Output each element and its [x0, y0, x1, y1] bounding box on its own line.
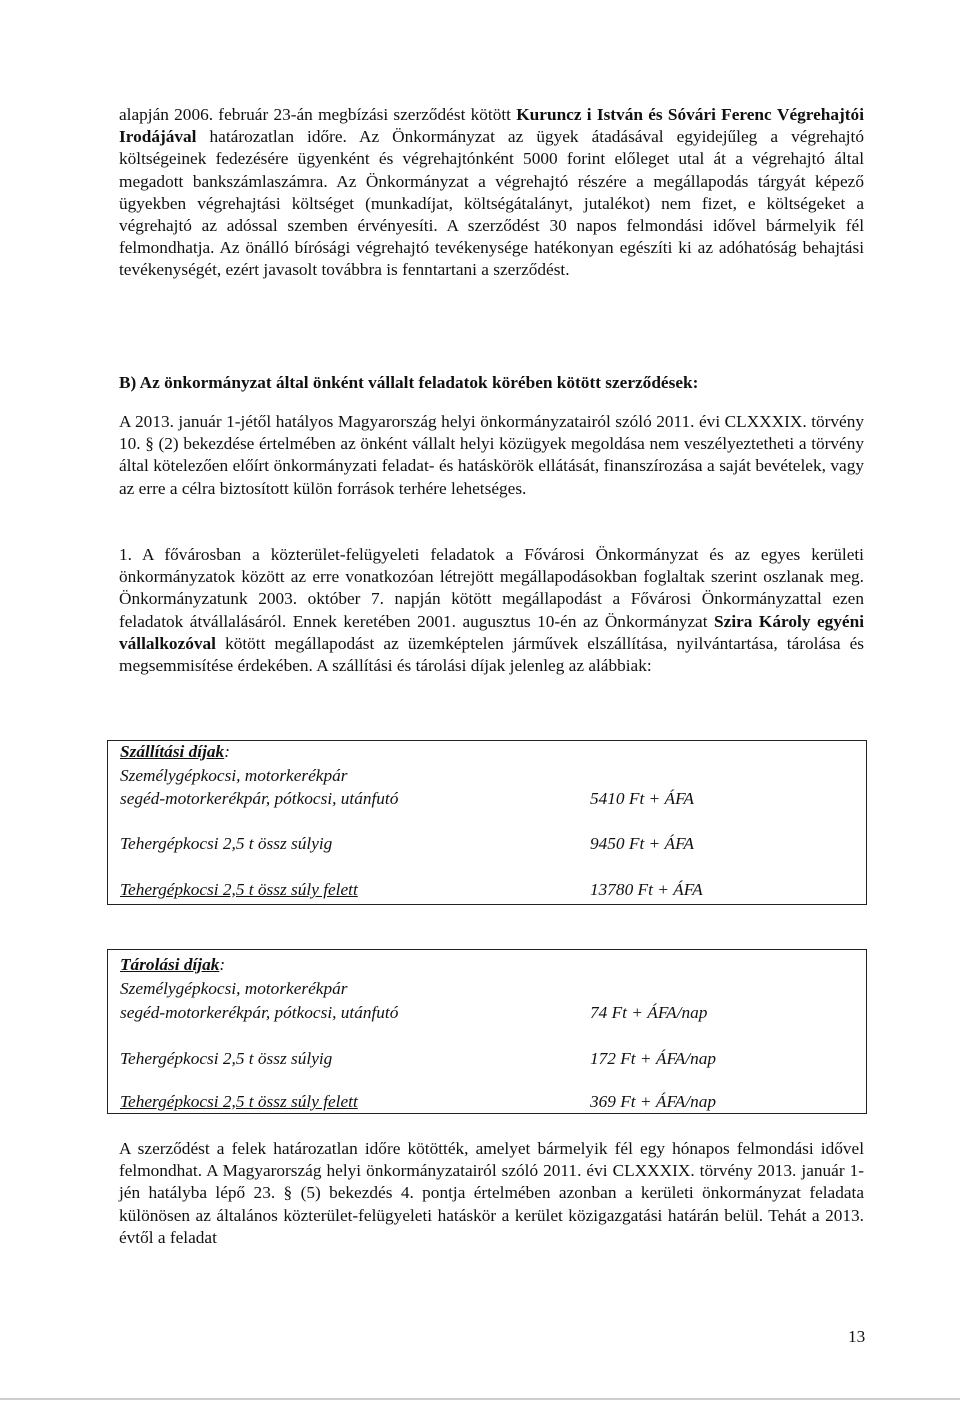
- page-number: 13: [848, 1327, 866, 1346]
- title-text: Szállítási díjak: [120, 742, 225, 761]
- executor-names: Kuruncz i István és Sóvári Ferenc: [516, 105, 772, 124]
- paragraph-closing: A szerződést a felek határozatlan időre kötötték, amelyet bármelyik fél egy hónapos felmondási idővel felmondhat. A Magyarország helyi önkormányzatairól szóló 2011. évi CLXXXIX. törvény 2013. január 1-jén hatályba lépő 23. § (5) bekezdés 4. pontja értelmében azonban a kerületi önkormányzat feladata különösen az általános közterület-felügyeleti hatáskör a kerület közigazgatási határán belül. Tehát a 2013. évtől a feladat: [119, 1139, 864, 1247]
- text: alapján 2006. február 23-án megbízási szerződést kötött: [119, 105, 517, 124]
- fee-label: Tehergépkocsi 2,5 t össz súly felett: [120, 1092, 358, 1111]
- text: határozatlan időre. Az Önkormányzat az ügyek átadásával egyidejűleg a végrehajtó költségeinek fedezésére ügyenként és végrehajtónként 5000 forint előleget utal át a végrehajtó által megadott bankszámlaszámra. Az Önkormányzat a végrehajtó részére a megállapodás tárgyát képező ügyekben végrehajtási költséget (munkadíjat, költségátalányt, jutalékot) nem fizet, e költségeket a végrehajtó az adóssal szemben érvényesíti. A szerződést 30 napos felmondási idővel bármelyik fél felmondhatja. Az önálló bírósági végrehajtó tevékenysége hatékonyan egészíti ki az adóhatóság behajtási tevékenységét, ezért javasolt továbbra is fenntartani a szerződést.: [119, 127, 864, 280]
- contractor-name: Szira Károly egyéni vállalkozóval: [119, 611, 864, 653]
- fee-price: 9450 Ft + ÁFA: [590, 834, 694, 853]
- fee-row: [120, 879, 860, 901]
- paragraph-contract-executors: [119, 104, 864, 282]
- transport-fees-title: [120, 741, 230, 763]
- fee-row: [120, 1048, 860, 1070]
- fee-price: 172 Ft + ÁFA/nap: [590, 1049, 717, 1068]
- executor-office: Végrehajtói Irodájával: [119, 105, 864, 147]
- fee-row: [120, 833, 860, 855]
- colon: :: [219, 955, 226, 974]
- storage-fees-box: [107, 949, 867, 1114]
- fee-label: Tehergépkocsi 2,5 t össz súly felett: [120, 880, 358, 899]
- text: kötött megállapodást az üzemképtelen járművek elszállítása, nyilvántartása, tárolása és megsemmisítése érdekében. A szállítási és tárolási díjak jelenleg az alábbiak:: [119, 633, 864, 676]
- paragraph-voluntary-tasks: A 2013. január 1-jétől hatályos Magyarország helyi önkormányzatairól szóló 2011. évi CLXXXIX. törvény 10. § (2) bekezdése értelmében az önként vállalt helyi közügyek megoldása nem veszélyeztetheti a törvény által kötelezően előírt önkormányzati feladat- és hatáskörök ellátását, finanszírozása a saját bevételek, vagy az erre a célra biztosított külön források terhére lehetséges.: [119, 412, 864, 498]
- scan-edge-line: [0, 1398, 960, 1400]
- fee-row: [120, 1091, 860, 1113]
- fee-label: Személygépkocsi, motorkerékpár: [120, 979, 348, 998]
- fee-row: [120, 978, 347, 1000]
- fee-label: segéd-motorkerékpár, pótkocsi, utánfutó: [120, 789, 399, 808]
- title-text: Tárolási díjak: [120, 955, 220, 974]
- section-b-heading: B) Az önkormányzat által önként vállalt feladatok körében kötött szerződések:: [119, 373, 699, 392]
- fee-price: 5410 Ft + ÁFA: [590, 789, 694, 808]
- fee-label: Személygépkocsi, motorkerékpár: [120, 766, 348, 785]
- fee-label: segéd-motorkerékpár, pótkocsi, utánfutó: [120, 1003, 399, 1022]
- paragraph-item-1: [119, 544, 864, 677]
- fee-label: Tehergépkocsi 2,5 t össz súlyig: [120, 834, 333, 853]
- text: 1. A fővárosban a közterület-felügyeleti feladatok a Fővárosi Önkormányzat és az egyes kerületi önkormányzatok között az erre vonatkozóan létrejött megállapodásokban foglaltak szerint oszlanak meg. Önkormányzatunk 2003. október 7. napján kötött megállapodást a Fővárosi Önkormányzattal ezen feladatok átvállalásáról. Ennek keretében 2001. augusztus 10-én az Önkormányzat: [119, 545, 864, 631]
- storage-fees-title: [120, 954, 225, 976]
- fee-price: 369 Ft + ÁFA/nap: [590, 1092, 717, 1111]
- fee-row: [120, 765, 347, 787]
- fee-label: Tehergépkocsi 2,5 t össz súlyig: [120, 1049, 333, 1068]
- fee-price: 74 Ft + ÁFA/nap: [590, 1003, 708, 1022]
- transport-fees-box: [107, 740, 867, 905]
- fee-price: 13780 Ft + ÁFA: [590, 880, 703, 899]
- fee-row: [120, 788, 860, 810]
- colon: :: [224, 742, 230, 761]
- fee-row: [120, 1002, 860, 1024]
